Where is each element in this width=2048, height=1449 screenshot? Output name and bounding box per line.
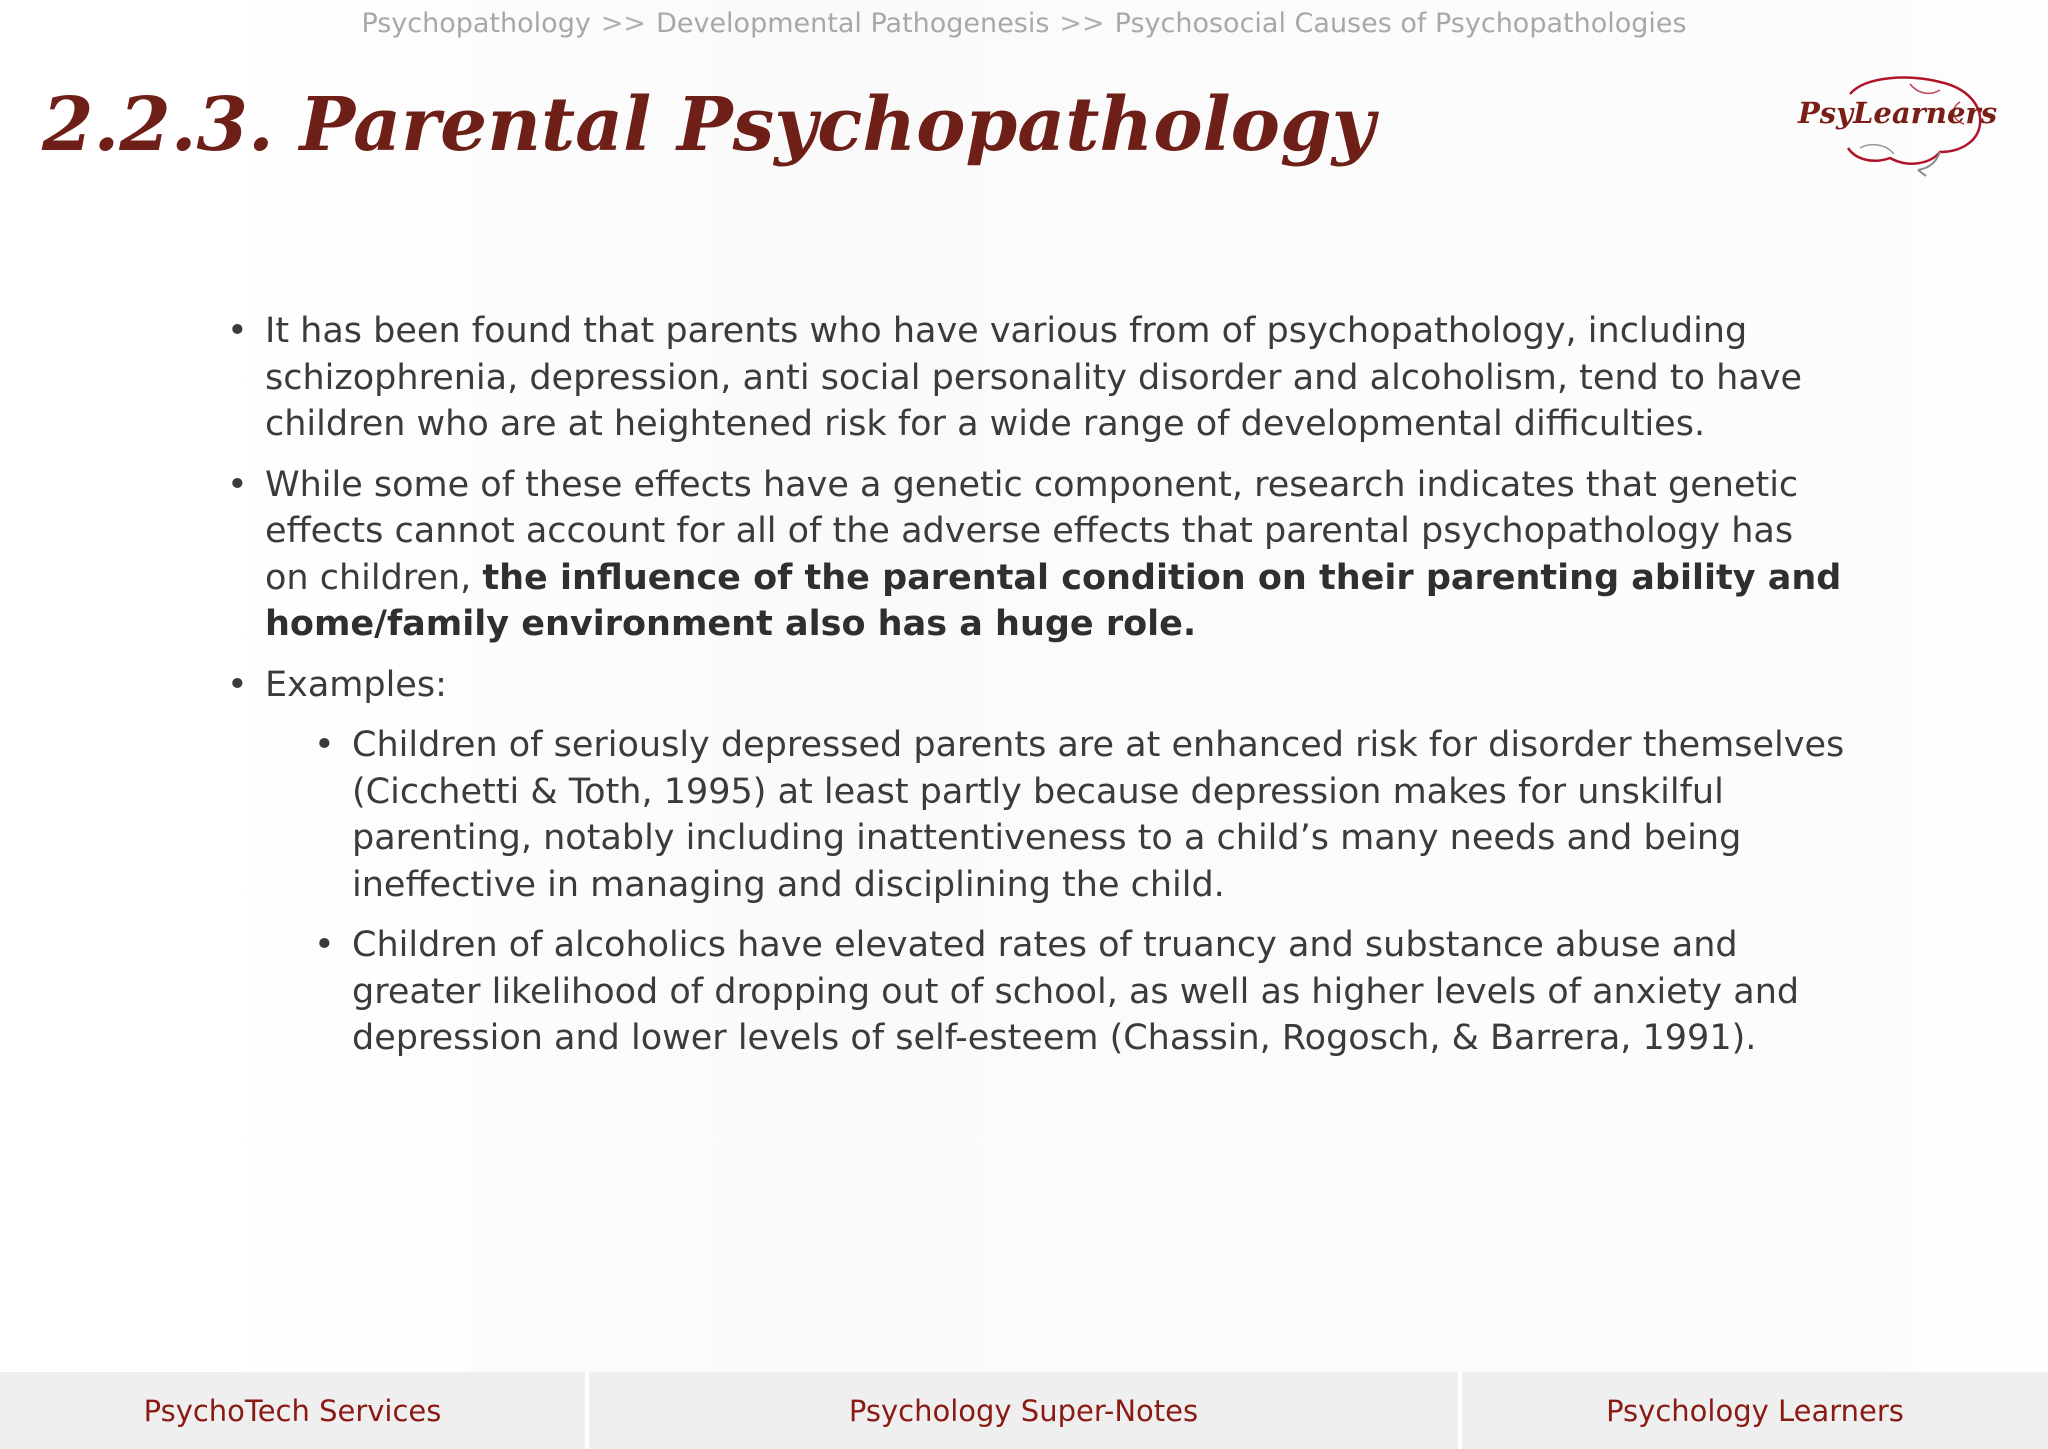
breadcrumb-separator: >>: [600, 8, 647, 39]
bullet-marker: •: [227, 464, 248, 505]
bullet-text: While some of these effects have a genetic component, research indicates that genetic effects cannot account for all of the adverse effects that parental psychopathology has on children,: [265, 464, 1799, 598]
sub-list: [312, 722, 1845, 1062]
sub-bullet-text: Children of alcoholics have elevated rates of truancy and substance abuse and greater likelihood of dropping out of school, as well as higher levels of anxiety and depression and lower levels of self-esteem (Chassin, Rogosch, & Barrera, 1991).: [352, 925, 1800, 1058]
bullet-text: Examples:: [265, 664, 447, 705]
main-content: [225, 308, 1845, 1076]
breadcrumb: [0, 8, 2048, 39]
bullet-marker: •: [314, 925, 335, 965]
bullet-text: It has been found that parents who have various from of psychopathology, including schizophrenia, depression, anti social personality disorder and alcoholism, tend to have children who are at heightened risk for a wide range of developmental difficulties.: [265, 311, 1803, 444]
psylearners-logo: [1790, 72, 1998, 182]
bullet-marker: •: [227, 311, 248, 351]
logo-text: PsyLearners: [1798, 96, 1998, 130]
bullet-bold-text: the influence of the parental condition on their parenting ability and home/family environment also has a huge role.: [265, 557, 1842, 644]
footer: [0, 1372, 2048, 1449]
breadcrumb-separator: >>: [1059, 8, 1105, 39]
footer-link-psychotech-services[interactable]: PsychoTech Services: [0, 1372, 585, 1449]
sub-list-item: [312, 922, 1845, 1062]
breadcrumb-item-developmental-pathogenesis[interactable]: Developmental Pathogenesis: [656, 8, 1050, 39]
bullet-marker: •: [227, 664, 248, 705]
sub-bullet-text: Children of seriously depressed parents are at enhanced risk for disorder themselves (Cicchetti & Toth, 1995) at least partly because depression makes for unskilful parenting, notably including inattentiveness to a child’s many needs and being ineffective in managing and disciplining the child.: [352, 725, 1845, 905]
breadcrumb-item-psychopathology[interactable]: Psychopathology: [361, 8, 591, 39]
list-item: [225, 308, 1845, 448]
bullet-marker: •: [314, 725, 335, 765]
page-title: 2.2.3. Parental Psychopathology: [42, 82, 1375, 168]
breadcrumb-item-psychosocial-causes[interactable]: Psychosocial Causes of Psychopathologies: [1114, 8, 1687, 39]
list-item: [225, 662, 1845, 709]
footer-link-psychology-learners[interactable]: Psychology Learners: [1462, 1372, 2048, 1449]
footer-link-psychology-super-notes[interactable]: Psychology Super-Notes: [589, 1372, 1458, 1449]
list-item: [225, 462, 1845, 648]
sub-list-item: [312, 722, 1845, 908]
